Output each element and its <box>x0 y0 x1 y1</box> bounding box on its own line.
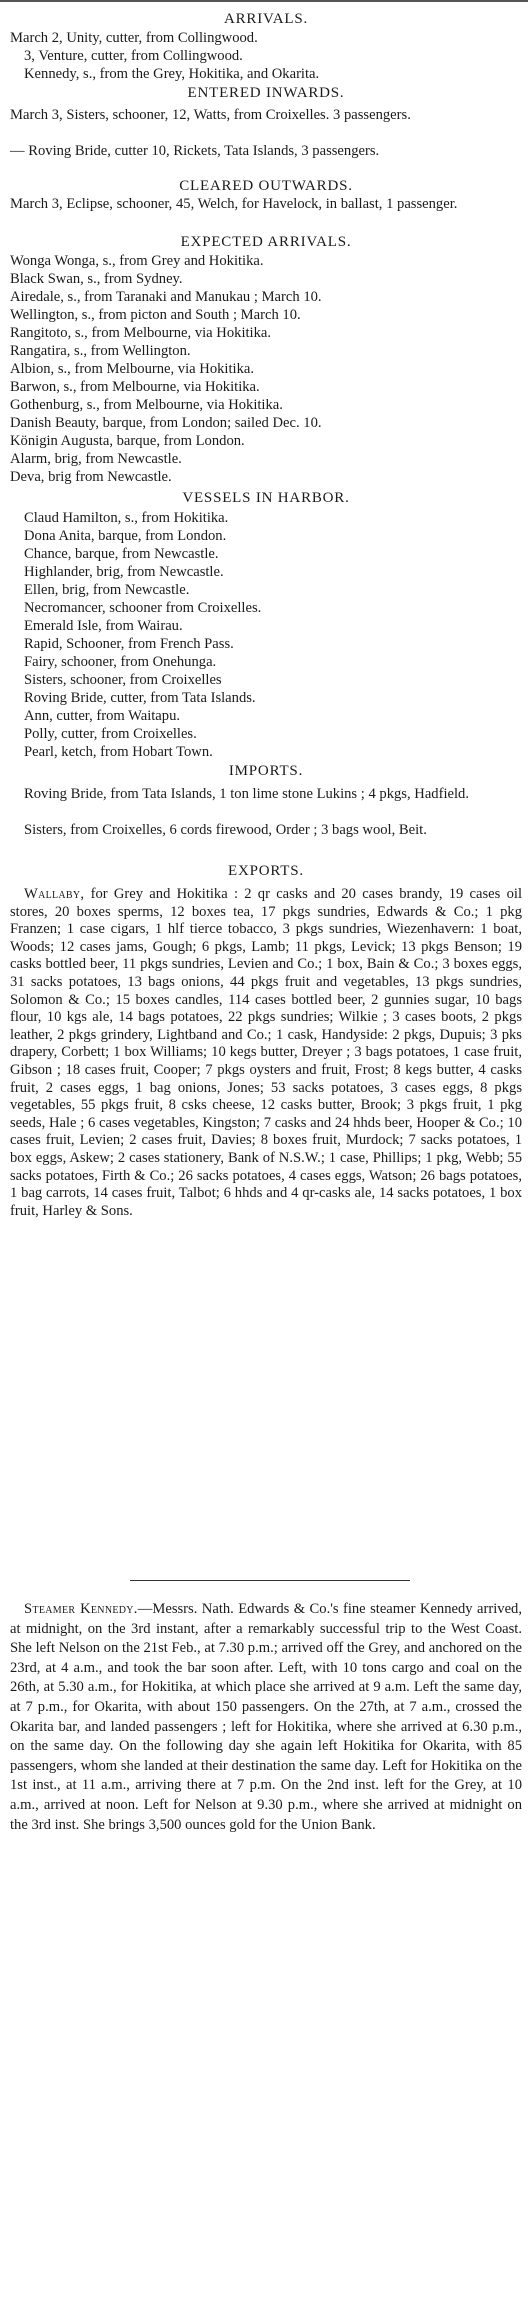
harbor-line-10: Sisters, schooner, from Croixelles <box>24 672 222 688</box>
expected-line-4: Wellington, s., from picton and South ; March 10. <box>10 307 301 323</box>
expected-line-13: Deva, brig from Newcastle. <box>10 469 172 485</box>
entered-inwards-line-1: March 3, Sisters, schooner, 12, Watts, from Croixelles. 3 passengers. <box>10 107 411 123</box>
arrivals-line-2: 3, Venture, cutter, from Collingwood. <box>24 48 243 64</box>
harbor-line-14: Pearl, ketch, from Hobart Town. <box>24 744 213 760</box>
entered-inwards-heading: ENTERED INWARDS. <box>187 85 345 101</box>
cleared-outwards-heading: CLEARED OUTWARDS. <box>179 178 353 194</box>
news-column <box>10 0 522 2318</box>
harbor-line-7: Emerald Isle, from Wairau. <box>24 618 183 634</box>
expected-line-2: Black Swan, s., from Sydney. <box>10 271 183 287</box>
harbor-line-12: Ann, cutter, from Waitapu. <box>24 708 181 724</box>
expected-line-6: Rangatira, s., from Wellington. <box>10 343 191 359</box>
arrivals-heading: ARRIVALS. <box>223 11 309 27</box>
harbor-line-5: Ellen, brig, from Newcastle. <box>24 582 190 598</box>
expected-line-12: Alarm, brig, from Newcastle. <box>10 451 182 467</box>
imports-heading: IMPORTS. <box>228 763 304 779</box>
imports-paragraph-1: Roving Bride, from Tata Islands, 1 ton lime stone Lukins ; 4 pkgs, Hadfield. <box>24 786 469 802</box>
expected-line-10: Danish Beauty, barque, from London; sailed Dec. 10. <box>10 415 322 431</box>
harbor-line-11: Roving Bride, cutter, from Tata Islands. <box>24 690 256 706</box>
harbor-line-8: Rapid, Schooner, from French Pass. <box>24 636 234 652</box>
expected-line-11: Königin Augusta, barque, from London. <box>10 433 245 449</box>
harbor-line-3: Chance, barque, from Newcastle. <box>24 546 219 562</box>
expected-line-8: Barwon, s., from Melbourne, via Hokitika. <box>10 379 260 395</box>
steamer-title: Steamer Kennedy. <box>24 1601 138 1617</box>
harbor-line-13: Polly, cutter, from Croixelles. <box>24 726 197 742</box>
imports-paragraph-2: Sisters, from Croixelles, 6 cords firewood, Order ; 3 bags wool, Beit. <box>24 822 427 838</box>
expected-line-7: Albion, s., from Melbourne, via Hokitika. <box>10 361 255 377</box>
arrivals-line-3: Kennedy, s., from the Grey, Hokitika, and Okarita. <box>24 66 320 82</box>
exports-vessel-name: Wallaby, <box>24 886 85 902</box>
expected-line-9: Gothenburg, s., from Melbourne, via Hokitika. <box>10 397 283 413</box>
harbor-line-1: Claud Hamilton, s., from Hokitika. <box>24 510 229 526</box>
exports-heading: EXPORTS. <box>228 863 304 879</box>
harbor-line-2: Dona Anita, barque, from London. <box>24 528 227 544</box>
steamer-text: —Messrs. Nath. Edwards & Co.'s fine steamer Kennedy arrived, at midnight, on the 3rd instant, after a remarkably successful trip to the West Coast. She left Nelson on the 21st Feb., at 7.30 p.m.; arrived off the Grey, and anchored on the 23rd, at 4 a.m., and took the bar soon after. Left, with 10 tons cargo and coal on the 26th, at 5.30 a.m., for Hokitika, at which place she arrived at 9 a.m. Left the same day, at 7 p.m., for Okarita, with about 150 passengers. On the 27th, at 7 a.m., crossed the Okarita bar, and landed passengers ; left for Hokitika, where she arrived at 6.30 p.m., on the same day. On the following day she again left Hokitika for Okarita, with 85 passengers, whom she landed at their destination the same day. Left for Hokitika on the 1st inst., at 11 a.m., arriving there at 7 p.m. On the 2nd inst. left for the Grey, at 10 a.m., arrived at noon. Left for Nelson at 9.30 p.m., where she arrived at midnight on the 3rd inst. She brings 3,500 ounces gold for the Union Bank. <box>10 1601 523 1833</box>
harbor-line-6: Necromancer, schooner from Croixelles. <box>24 600 262 616</box>
arrivals-line-1: March 2, Unity, cutter, from Collingwood. <box>10 30 258 46</box>
harbor-line-4: Highlander, brig, from Newcastle. <box>24 564 224 580</box>
harbor-line-9: Fairy, schooner, from Onehunga. <box>24 654 217 670</box>
cleared-outwards-line-1: March 3, Eclipse, schooner, 45, Welch, for Havelock, in ballast, 1 passenger. <box>10 196 458 212</box>
exports-paragraph <box>10 886 522 1220</box>
expected-line-1: Wonga Wonga, s., from Grey and Hokitika. <box>10 253 264 269</box>
exports-text: for Grey and Hokitika : 2 qr casks and 20 cases brandy, 19 cases oil stores, 20 boxes sperms, 12 boxes tea, 17 pkgs sundries, Edwards & Co.; 1 pkg Franzen; 1 case cigars, 1 hlf tierce tobacco, 3 pkgs sundries, Wiezenhavern: 1 boat, Woods; 12 cases jams, Gough; 6 pkgs, Lamb; 11 pkgs, Levick; 13 pkgs Benson; 19 casks bottled beer, 11 pkgs sundries, Levien and Co.; 1 box, Bain & Co.; 3 boxes eggs, 31 sacks potatoes, 13 bags onions, 44 pkgs fruit and vegetables, 13 pkgs sundries, Solomon & Co.; 15 boxes candles, 114 cases bottled beer, 2 gunnies sugar, 10 bags flour, 10 kgs ale, 14 bags potatoes, 22 pkgs sundries; Wilkie ; 3 cases boots, 2 pkgs leather, 2 pkgs grindery, Lightband and Co.; 1 cask, Handyside: 2 pkgs, Dupuis; 3 pks drapery, Corbett; 1 box Williams; 10 kegs butter, Dreyer ; 3 bags potatoes, 1 case fruit, Gibson ; 18 cases fruit, Cooper; 7 pkgs oysters and fruit, Frost; 8 kegs butter, 4 casks fruit, 2 cases eggs, 1 bag onions, Jones; 53 sacks potatoes, 3 cases eggs, 8 pkgs vegetables, 55 pkgs fruit, 8 csks cheese, 12 casks butter, Brook; 3 pkgs fruit, 1 pkg seeds, Hale ; 6 cases vegetables, Kingston; 7 casks and 24 hhds beer, Hooper & Co.; 10 cases fruit, Levien; 2 cases fruit, Davies; 8 boxes fruit, Murdock; 7 sacks potatoes, 1 box eggs, Askew; 2 cases stationery, Bank of N.S.W.; 1 case, Phillips; 1 pkg, Webb; 55 sacks potatoes, Firth & Co.; 26 sacks potatoes, 4 cases eggs, Watson; 26 bags potatoes, 1 bag carrots, 14 cases fruit, Talbot; 6 hhds and 4 qr-casks ale, 14 sacks potatoes, 1 box fruit, Harley & Sons. <box>10 886 522 1219</box>
entered-inwards-line-2: — Roving Bride, cutter 10, Rickets, Tata Islands, 3 passengers. <box>10 143 380 159</box>
expected-line-3: Airedale, s., from Taranaki and Manukau ; March 10. <box>10 289 322 305</box>
expected-arrivals-heading: EXPECTED ARRIVALS. <box>180 234 352 250</box>
expected-line-5: Rangitoto, s., from Melbourne, via Hokitika. <box>10 325 272 341</box>
section-divider <box>130 1580 410 1581</box>
steamer-paragraph <box>10 1600 522 1835</box>
vessels-in-harbor-heading: VESSELS IN HARBOR. <box>182 490 350 506</box>
